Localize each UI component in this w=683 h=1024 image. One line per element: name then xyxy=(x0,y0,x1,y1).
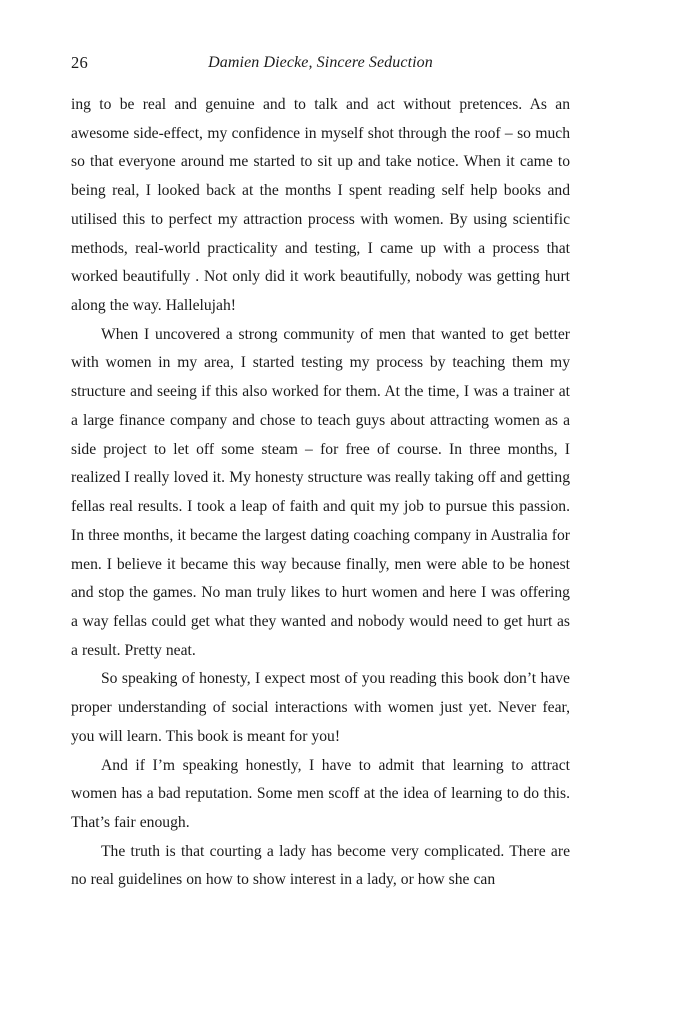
page-header xyxy=(71,52,570,76)
paragraph: And if I’m speaking honestly, I have to admit that learning to attract women has a bad reputation. Some men scoff at the idea of learning to do this. That’s fair enough. xyxy=(71,756,570,831)
body-text-block xyxy=(71,91,570,895)
paragraph: So speaking of honesty, I expect most of you reading this book don’t have proper understanding of social interactions with women just yet. Never fear, you will learn. This book is meant for you! xyxy=(71,670,570,745)
paragraph: When I uncovered a strong community of men that wanted to get better with women in my area, I started testing my process by teaching them my structure and seeing if this also worked for them. At the time, I was a trainer at a large finance company and chose to teach guys about attracting women as a side project to let off some steam – for free of course. In three months, I realized I really loved it. My honesty structure was really taking off and getting fellas real results. I took a leap of faith and quit my job to pursue this passion. In three months, it became the largest dating coaching company in Australia for men. I believe it became this way because finally, men were able to be honest and stop the games. No man truly likes to hurt women and here I was offering a way fellas could get what they wanted and nobody would need to get hurt as a result. Pretty neat. xyxy=(71,325,570,659)
paragraph: The truth is that courting a lady has become very complicated. There are no real guidelines on how to show interest in a lady, or how she can xyxy=(71,842,570,889)
running-head: Damien Diecke, Sincere Seduction xyxy=(208,54,433,71)
paragraph: ing to be real and genuine and to talk and act without pretences. As an awesome side-effect, my confidence in myself shot through the roof – so much so that everyone around me started to sit up and take notice. When it came to being real, I looked back at the months I spent reading self help books and utilised this to perfect my attraction process with women. By using scientific methods, real-world practicality and testing, I came up with a process that worked beautifully . Not only did it work beautifully, nobody was getting hurt along the way. Hallelujah! xyxy=(71,96,570,315)
page-number: 26 xyxy=(71,53,88,72)
